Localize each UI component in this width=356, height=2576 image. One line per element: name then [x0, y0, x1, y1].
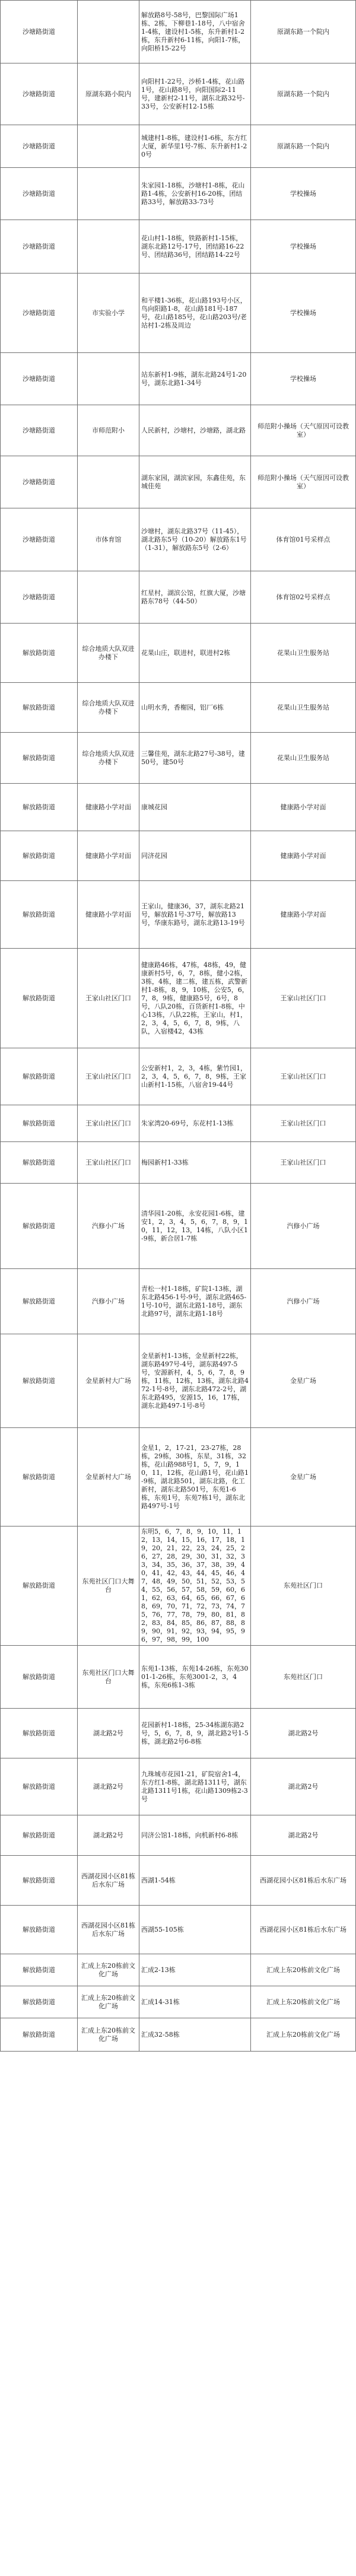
street-cell: 解放路街道: [1, 1815, 78, 1856]
table-row: [1, 733, 356, 784]
coverage-cell: 向阳村1-22号，沙桥1-4栋，花山路1号，花山路8号，向阳国际2-11号，建新村2-11号，湖东北路32号-33号，公安新村12-15栋: [139, 63, 251, 125]
table-row: [1, 220, 356, 273]
location-cell: 综合地质大队双进办楼下: [78, 733, 139, 784]
location-cell: [78, 456, 139, 508]
location-cell: 市体育馆: [78, 508, 139, 571]
testing-point-cell: 王家山社区门口: [251, 1142, 356, 1184]
table-row: [1, 353, 356, 405]
coverage-cell: 清华园1-20栋，永安花园1-6栋，建安1，2，3，4，5，6，7，8，9，10，11，12，13，14栋，八队小区1-9栋，新合居1-7栋: [139, 1184, 251, 1269]
location-cell: 王家山社区门口: [78, 1105, 139, 1142]
table-row: [1, 1269, 356, 1334]
table-row: [1, 1184, 356, 1269]
location-cell: 汇成上东20栋前文化广场: [78, 2018, 139, 2052]
location-cell: 湖北路2号: [78, 1815, 139, 1856]
street-cell: 沙塘路街道: [1, 571, 78, 624]
coverage-cell: 站东新村1-9栋，湖东北路24号1-20号，湖东北路1-34号: [139, 353, 251, 405]
testing-point-cell: 湖北路2号: [251, 1815, 356, 1856]
table-row: [1, 831, 356, 881]
street-cell: 沙塘路街道: [1, 63, 78, 125]
testing-point-cell: 西湖花园小区81栋后水东广场: [251, 1906, 356, 1954]
coverage-cell: 湖东家园，湖滨家园，东鑫佳苑，东城佳苑: [139, 456, 251, 508]
table-row: [1, 1906, 356, 1954]
coverage-cell: 康城花园: [139, 784, 251, 831]
coverage-cell: 人民新村，沙塘村，沙塘路，湖北路: [139, 405, 251, 456]
testing-point-cell: 金星广场: [251, 1334, 356, 1428]
street-cell: 解放路街道: [1, 784, 78, 831]
location-cell: [78, 220, 139, 273]
street-cell: 解放路街道: [1, 1105, 78, 1142]
testing-point-cell: 王家山社区门口: [251, 949, 356, 1048]
table-row: [1, 2018, 356, 2052]
table-row: [1, 125, 356, 168]
coverage-cell: 和平楼1-36栋，花山路193号小区，鸟向阳路1-8，花山路181号-187号，花山路185号，花山路203号/老站村1-2栋及周边: [139, 273, 251, 353]
testing-point-cell: 金星广场: [251, 1428, 356, 1526]
testing-point-cell: 学校操场: [251, 353, 356, 405]
coverage-cell: 青松一村1-18栋，矿院1-13栋，湖东北路456-1号-9号，湖东北路465-1号-10号，湖东北路1-18号，湖东北路97号，湖东北路1-18号: [139, 1269, 251, 1334]
coverage-cell: 花园新村1-18栋，25-34栋湖东路2号，5，6，7，8，9，湖北路2号1-5栋，湖北路2号6-8栋: [139, 1709, 251, 1758]
testing-point-cell: 健康路小学对面: [251, 784, 356, 831]
coverage-cell: 同济公馆1-18栋，向机新村6-8栋: [139, 1815, 251, 1856]
testing-point-cell: 学校操场: [251, 168, 356, 220]
street-cell: 解放路街道: [1, 1709, 78, 1758]
table-row: [1, 1815, 356, 1856]
table-row: [1, 1758, 356, 1815]
coverage-cell: 花果山庄，联进村，联进村2栋: [139, 624, 251, 683]
coverage-cell: 三馨佳苑，湖东北路27号-38号，建50号，建50号: [139, 733, 251, 784]
location-cell: [78, 168, 139, 220]
testing-point-cell: 学校操场: [251, 220, 356, 273]
table-row: [1, 1142, 356, 1184]
location-cell: 汇成上东20栋前文化广场: [78, 1986, 139, 2018]
testing-point-cell: 师范附小操场（天气原因可设教室）: [251, 405, 356, 456]
testing-point-cell: 原湖东路一个院内: [251, 63, 356, 125]
table-row: [1, 273, 356, 353]
street-cell: 沙塘路街道: [1, 125, 78, 168]
location-cell: 湖北路2号: [78, 1758, 139, 1815]
location-cell: 王家山社区门口: [78, 1048, 139, 1105]
location-cell: [78, 1, 139, 63]
coverage-cell: 西湖55-105栋: [139, 1906, 251, 1954]
table-row: [1, 1709, 356, 1758]
location-cell: 东苑社区门口大舞台: [78, 1646, 139, 1709]
table-row: [1, 949, 356, 1048]
testing-point-cell: 健康路小学对面: [251, 881, 356, 949]
street-cell: 解放路街道: [1, 733, 78, 784]
testing-point-cell: 东苑社区门口: [251, 1646, 356, 1709]
location-cell: 市实验小学: [78, 273, 139, 353]
table-row: [1, 1646, 356, 1709]
street-cell: 解放路街道: [1, 1906, 78, 1954]
street-cell: 解放路街道: [1, 1184, 78, 1269]
testing-point-cell: 原湖东路一个院内: [251, 1, 356, 63]
testing-point-cell: 东苑社区门口: [251, 1526, 356, 1646]
table-row: [1, 1986, 356, 2018]
coverage-cell: 汇成32-58栋: [139, 2018, 251, 2052]
table-row: [1, 881, 356, 949]
coverage-cell: 九珠城市花园1-21，矿院宿舍1-4，东方红1-8栋，湖北路1311号，湖东北路1311号1栋，花山路1309栋2-3号: [139, 1758, 251, 1815]
table-row: [1, 1048, 356, 1105]
testing-point-cell: 师范附小操场（天气原因可设教室）: [251, 456, 356, 508]
street-cell: 解放路街道: [1, 1334, 78, 1428]
street-cell: 沙塘路街道: [1, 168, 78, 220]
table-row: [1, 683, 356, 733]
street-cell: 解放路街道: [1, 683, 78, 733]
coverage-cell: 同济花园: [139, 831, 251, 881]
coverage-cell: 山明水秀，香榭园，铝厂6栋: [139, 683, 251, 733]
street-cell: 解放路街道: [1, 1142, 78, 1184]
location-cell: 西湖花园小区81栋后水东广场: [78, 1906, 139, 1954]
testing-point-cell: 王家山社区门口: [251, 1105, 356, 1142]
testing-point-cell: 王家山社区门口: [251, 1048, 356, 1105]
location-cell: 湖北路2号: [78, 1709, 139, 1758]
street-cell: 解放路街道: [1, 1986, 78, 2018]
street-cell: 解放路街道: [1, 1428, 78, 1526]
location-cell: 健康路小学对面: [78, 831, 139, 881]
table-row: [1, 456, 356, 508]
coverage-cell: 王家山，健康36，37，湖东北路21号，解放路1号-37号，解放路13号，华康东路号，湖东北路13-19号: [139, 881, 251, 949]
table-row: [1, 405, 356, 456]
street-cell: 解放路街道: [1, 831, 78, 881]
street-cell: 沙塘路街道: [1, 1, 78, 63]
location-cell: 汽修小广场: [78, 1269, 139, 1334]
location-cell: 东苑社区门口大舞台: [78, 1526, 139, 1646]
testing-point-cell: 汇成上东20栋前文化广场: [251, 1954, 356, 1986]
table-row: [1, 1, 356, 63]
table-row: [1, 1334, 356, 1428]
coverage-cell: 朱家湾20-69号，东花村1-13栋: [139, 1105, 251, 1142]
table-body: [1, 1, 356, 2052]
coverage-cell: 城建村1-8栋，建设村1-6栋，东方红大厦，新华里1号-7栋、东升新村1-20号: [139, 125, 251, 168]
location-cell: [78, 571, 139, 624]
location-cell: 西湖花园小区81栋后水东广场: [78, 1856, 139, 1906]
table-row: [1, 1856, 356, 1906]
location-cell: 综合地质大队双进办楼下: [78, 624, 139, 683]
street-cell: 沙塘路街道: [1, 405, 78, 456]
coverage-cell: 汇成14-31栋: [139, 1986, 251, 2018]
street-cell: 解放路街道: [1, 1048, 78, 1105]
street-cell: 解放路街道: [1, 949, 78, 1048]
coverage-cell: 东明5，6，7，8，9，10，11，12，13，14，15，16，17，18，19，20，21，22，23，24，25，26，27，28，29，30，31，32，33，34，35，36，37，38，39，40，41，42，43，44，45，46，47，48，49，50，51，52，53，54，55，56，57，58，59，60，61，62，63，64，65，66，67，68，69，70，71，72，73，74，75，76，77，78，79，80，81，82，83，84，85，86，87，88，89，90，91，92，93，94，95，96，97，98，99，100: [139, 1526, 251, 1646]
testing-point-cell: 汽修小广场: [251, 1184, 356, 1269]
testing-point-cell: 学校操场: [251, 273, 356, 353]
table-row: [1, 508, 356, 571]
table-row: [1, 571, 356, 624]
location-cell: 汽修小广场: [78, 1184, 139, 1269]
coverage-cell: 梅园新村1-33栋: [139, 1142, 251, 1184]
location-cell: 金星新村大广场: [78, 1334, 139, 1428]
street-cell: 沙塘路街道: [1, 353, 78, 405]
location-cell: [78, 353, 139, 405]
coverage-cell: 汇成2-13栋: [139, 1954, 251, 1986]
street-cell: 沙塘路街道: [1, 273, 78, 353]
coverage-cell: 花山村1-18栋，铁路新村1-15栋，湖东北路12号-17号，团结路16-22号、团结路36号，团结路14-22号: [139, 220, 251, 273]
street-cell: 解放路街道: [1, 624, 78, 683]
testing-point-cell: 湖北路2号: [251, 1758, 356, 1815]
street-cell: 解放路街道: [1, 1269, 78, 1334]
coverage-cell: 东苑1-13栋，东苑14-26栋，东苑3001-1-26栋，东苑3001-2，3，4栋，东苑6栋1-3栋: [139, 1646, 251, 1709]
table-row: [1, 1105, 356, 1142]
table-row: [1, 63, 356, 125]
testing-point-cell: 花果山卫生服务站: [251, 683, 356, 733]
street-cell: 解放路街道: [1, 1526, 78, 1646]
location-cell: 健康路小学对面: [78, 881, 139, 949]
testing-point-cell: 健康路小学对面: [251, 831, 356, 881]
testing-point-cell: 原湖东路一个院内: [251, 125, 356, 168]
street-cell: 解放路街道: [1, 1856, 78, 1906]
testing-point-cell: 花果山卫生服务站: [251, 624, 356, 683]
location-cell: [78, 125, 139, 168]
location-cell: 王家山社区门口: [78, 1142, 139, 1184]
table-row: [1, 1428, 356, 1526]
street-cell: 解放路街道: [1, 2018, 78, 2052]
location-cell: 汇成上东20栋前文化广场: [78, 1954, 139, 1986]
street-cell: 解放路街道: [1, 1954, 78, 1986]
coverage-cell: 金星新村1-13栋，金星新村22栋，湖东路497号-4号，湖东路497-5号，安源新村，4，5，6，7，8，9栋，11栋，12栋，13栋，湖东北路472-1号-8号，湖东北路472-2号，湖东北路495，安源15，16，17栋，湖东北路497-1号-8号: [139, 1334, 251, 1428]
table-row: [1, 1954, 356, 1986]
street-cell: 解放路街道: [1, 1646, 78, 1709]
coverage-cell: 公安新村1，2，3，4栋，紫竹园1，2，3，4，5，6，7，8，9栋，王家山新村1-15栋，八宿舍19-44号: [139, 1048, 251, 1105]
street-cell: 解放路街道: [1, 881, 78, 949]
location-cell: 综合地质大队双进办楼下: [78, 683, 139, 733]
location-cell: 金星新村大广场: [78, 1428, 139, 1526]
table-row: [1, 784, 356, 831]
coverage-cell: 朱家园1-18栋，沙塘村1-8栋，花山路1-4栋，公安新村16-20栋，团结路33号，解放路33-73号: [139, 168, 251, 220]
street-cell: 解放路街道: [1, 1758, 78, 1815]
testing-point-cell: 花果山卫生服务站: [251, 733, 356, 784]
coverage-cell: 红星村，湖滨公馆，红旗大厦，沙塘路东78号（44-50）: [139, 571, 251, 624]
coverage-cell: 西湖1-54栋: [139, 1856, 251, 1906]
testing-point-cell: 汽修小广场: [251, 1269, 356, 1334]
coverage-cell: 沙塘村，湖东北路37号（11-45），湖北路东5号（10-20）解放路东1号（1-31），解放路东5号（2-6）: [139, 508, 251, 571]
location-cell: 王家山社区门口: [78, 949, 139, 1048]
location-cell: 原湖东路小院内: [78, 63, 139, 125]
table-row: [1, 168, 356, 220]
street-cell: 沙塘路街道: [1, 220, 78, 273]
testing-point-cell: 湖北路2号: [251, 1709, 356, 1758]
street-cell: 沙塘路街道: [1, 456, 78, 508]
coverage-cell: 健康路46栋，47栋，48栋，49，健康新村5号，6，7，8栋，健小2栋，3栋，4栋，建二栋，建五栋，武警新村1-8栋，8，9，10栋，公安5，6，7，8，9栋，健康路5号，6号，8号，八队20栋，百货新村1-8栋，中心13栋，八队22栋，王家山，村1，2，3，4，5，6，7，8，9栋，八队，入宿楼42，43栋: [139, 949, 251, 1048]
testing-point-cell: 体育馆01号采样点: [251, 508, 356, 571]
table-row: [1, 1526, 356, 1646]
coverage-cell: 解放路8号-58号，巴黎国际广场1栋、2栋，下柳巷1-18号，八中宿舍1-4栋，建设村1-5栋，东升新村1-2栋，东升新村6-11栋，向阳1-7栋，向阳桥15-22号: [139, 1, 251, 63]
testing-point-cell: 西湖花园小区81栋后水东广场: [251, 1856, 356, 1906]
coverage-cell: 金星1，2，17-21，23-27栋，28栋，29栋，30栋，东星，31栋，32栋，花山路988号1，5，7，9，10，11，12栋，花山路1号，花山路1-9栋，湖北路501，湖东北路，化工新村，湖东北路501号，东苑1-6栋，东苑1号，东苑7栋1号，湖东北路497号-1号: [139, 1428, 251, 1526]
testing-point-cell: 体育馆02号采样点: [251, 571, 356, 624]
testing-point-cell: 汇成上东20栋前文化广场: [251, 2018, 356, 2052]
table-row: [1, 624, 356, 683]
testing-point-cell: 汇成上东20栋前文化广场: [251, 1986, 356, 2018]
location-cell: 健康路小学对面: [78, 784, 139, 831]
street-cell: 沙塘路街道: [1, 508, 78, 571]
location-cell: 市师范附小: [78, 405, 139, 456]
